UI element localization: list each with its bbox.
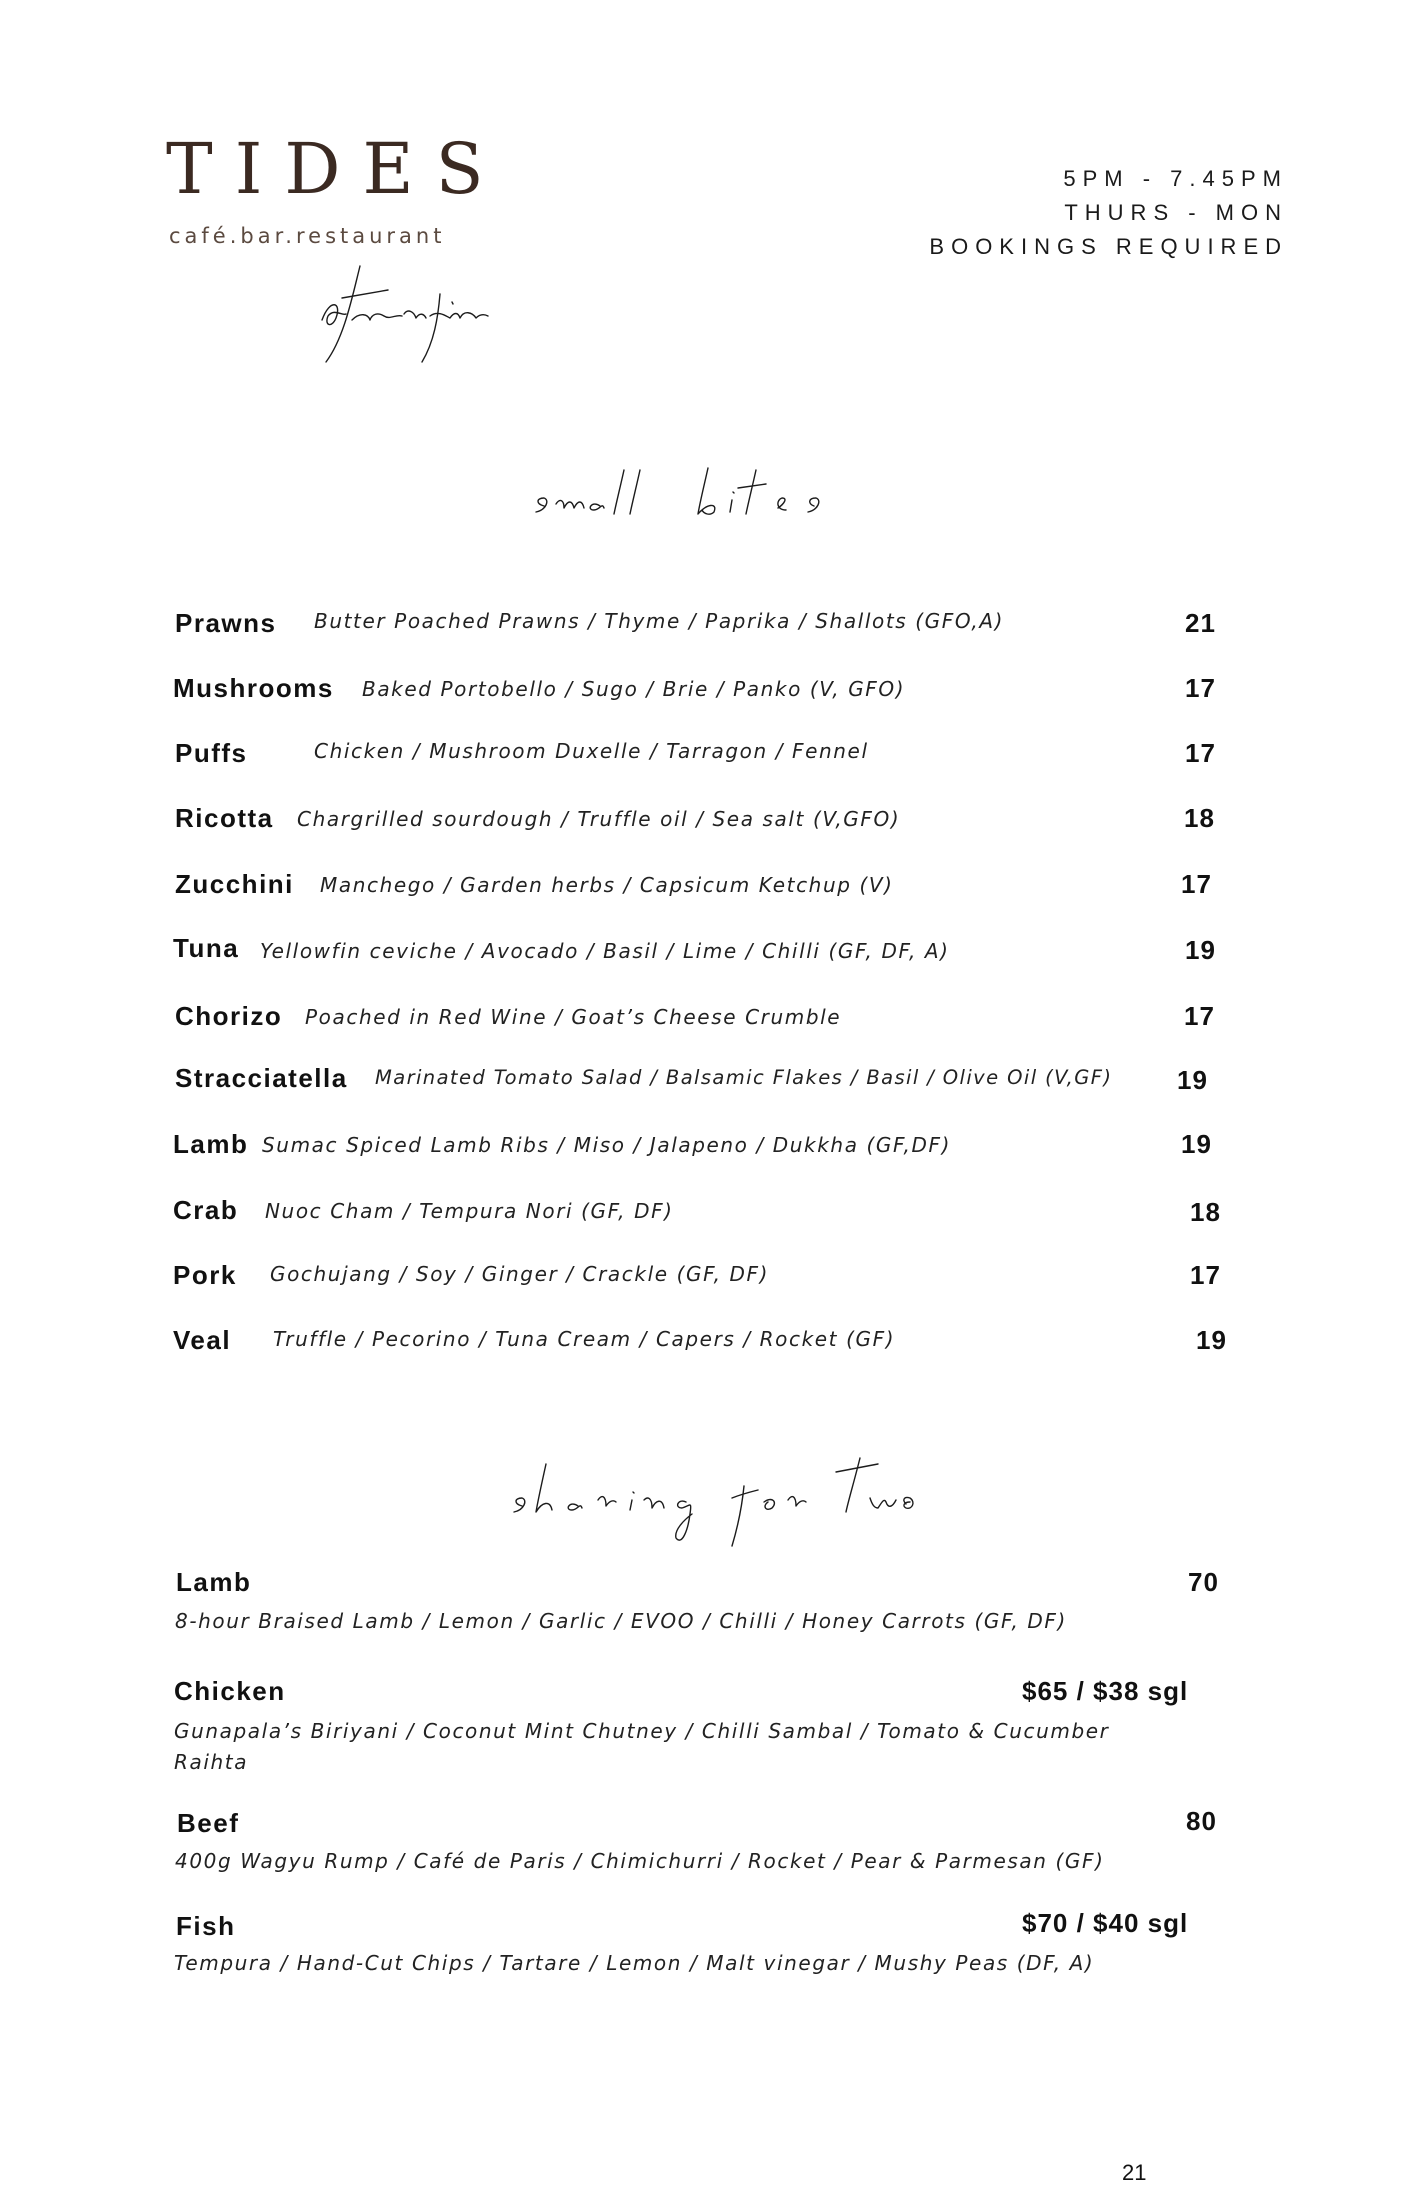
item-name: Mushrooms bbox=[173, 673, 334, 703]
item-description: 8-hour Braised Lamb / Lemon / Garlic / EVOO / Chilli / Honey Carrots (GF, DF) bbox=[175, 1609, 1067, 1633]
item-name: Crab bbox=[173, 1195, 239, 1225]
item-description: Poached in Red Wine / Goat’s Cheese Crumble bbox=[305, 1005, 842, 1029]
item-name: Beef bbox=[177, 1808, 240, 1838]
item-name: Prawns bbox=[175, 608, 277, 638]
item-description: Baked Portobello / Sugo / Brie / Panko (V, GFO) bbox=[362, 677, 906, 701]
item-description: Butter Poached Prawns / Thyme / Paprika / Shallots (GFO,A) bbox=[314, 609, 1005, 633]
opening-hours bbox=[929, 162, 1288, 264]
item-description: Sumac Spiced Lamb Ribs / Miso / Jalapeno / Dukkha (GF,DF) bbox=[262, 1133, 951, 1157]
item-description: 400g Wagyu Rump / Café de Paris / Chimichurri / Rocket / Pear & Parmesan (GF) bbox=[175, 1849, 1105, 1873]
brand-logo: TIDES bbox=[166, 128, 506, 210]
item-price: 17 bbox=[1185, 738, 1216, 768]
item-price: $65 / $38 sgl bbox=[1022, 1676, 1189, 1706]
item-name: Stracciatella bbox=[175, 1063, 348, 1093]
hours-line-bookings: BOOKINGS REQUIRED bbox=[929, 234, 1288, 259]
item-description: Marinated Tomato Salad / Balsamic Flakes / Basil / Olive Oil (V,GF) bbox=[375, 1066, 1113, 1089]
item-name: Puffs bbox=[175, 738, 248, 768]
page-number: 21 bbox=[1122, 2160, 1147, 2185]
item-price: 19 bbox=[1181, 1129, 1212, 1159]
item-description: Nuoc Cham / Tempura Nori (GF, DF) bbox=[265, 1199, 674, 1223]
item-description: Gochujang / Soy / Ginger / Crackle (GF, DF) bbox=[270, 1262, 770, 1286]
item-description: Yellowfin ceviche / Avocado / Basil / Lime / Chilli (GF, DF, A) bbox=[260, 939, 950, 963]
item-price: 18 bbox=[1184, 803, 1215, 833]
item-name: Fish bbox=[176, 1911, 236, 1941]
item-description: Chicken / Mushroom Duxelle / Tarragon / Fennel bbox=[314, 739, 869, 763]
item-name: Chicken bbox=[174, 1676, 286, 1706]
item-price: 17 bbox=[1181, 869, 1212, 899]
item-price: 21 bbox=[1185, 608, 1216, 638]
item-price: 17 bbox=[1190, 1260, 1221, 1290]
item-description: Manchego / Garden herbs / Capsicum Ketchup (V) bbox=[320, 873, 894, 897]
item-price: 80 bbox=[1186, 1806, 1217, 1836]
item-price: 19 bbox=[1196, 1325, 1227, 1355]
item-name: Tuna bbox=[173, 933, 240, 963]
item-price: 18 bbox=[1190, 1197, 1221, 1227]
item-name: Ricotta bbox=[175, 803, 274, 833]
small-bites-heading-script bbox=[526, 460, 846, 530]
item-name: Lamb bbox=[173, 1129, 249, 1159]
item-price: $70 / $40 sgl bbox=[1022, 1908, 1189, 1938]
item-name: Zucchini bbox=[175, 869, 294, 899]
item-description: Gunapala’s Biriyani / Coconut Mint Chutney / Chilli Sambal / Tomato & Cucumber Raihta bbox=[174, 1719, 1110, 1774]
item-price: 17 bbox=[1184, 1001, 1215, 1031]
item-name: Pork bbox=[173, 1260, 237, 1290]
item-price: 19 bbox=[1185, 935, 1216, 965]
hours-line-time: 5PM - 7.45PM bbox=[1063, 166, 1288, 191]
item-description: Tempura / Hand-Cut Chips / Tartare / Lemon / Malt vinegar / Mushy Peas (DF, A) bbox=[174, 1951, 1095, 1975]
item-name: Veal bbox=[173, 1325, 232, 1355]
item-name: Lamb bbox=[176, 1567, 252, 1597]
brand-tagline: café.bar.restaurant bbox=[169, 224, 446, 248]
sharing-for-two-heading-script bbox=[506, 1450, 926, 1550]
item-description: Truffle / Pecorino / Tuna Cream / Capers / Rocket (GF) bbox=[273, 1327, 896, 1351]
item-price: 17 bbox=[1185, 673, 1216, 703]
item-price: 70 bbox=[1188, 1567, 1219, 1597]
hours-line-days: THURS - MON bbox=[1064, 200, 1288, 225]
item-name: Chorizo bbox=[175, 1001, 283, 1031]
item-price: 19 bbox=[1177, 1065, 1208, 1095]
after-five-script-logo bbox=[312, 258, 492, 368]
item-description: Chargrilled sourdough / Truffle oil / Sea salt (V,GFO) bbox=[297, 807, 901, 831]
